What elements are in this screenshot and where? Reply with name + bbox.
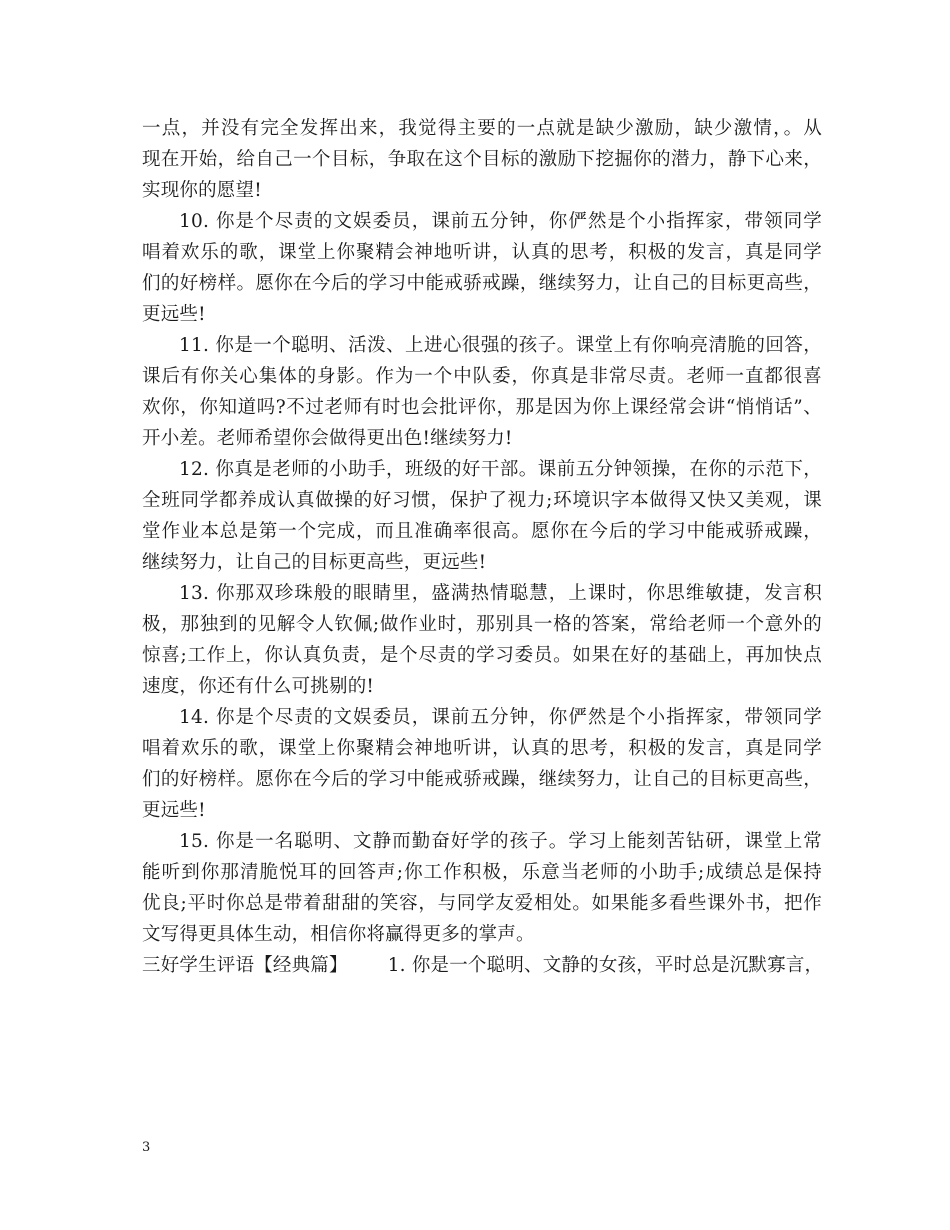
paragraph-start-12: 12. 你真是老师的小助手，班级的好干部。课前五分钟领操，在你的示范下， bbox=[179, 459, 822, 480]
section-heading-line bbox=[142, 950, 822, 981]
text-line: 实现你的愿望! bbox=[142, 180, 262, 201]
text-line: 文写得更具体生动，相信你将赢得更多的掌声。 bbox=[142, 924, 535, 945]
text-line: 堂作业本总是第一个完成，而且准确率很高。愿你在今后的学习中能戒骄戒躁， bbox=[142, 521, 822, 542]
text-line: 现在开始，给自己一个目标，争取在这个目标的激励下挖掘你的潜力，静下心来， bbox=[142, 149, 822, 170]
text-line: 唱着欢乐的歌，课堂上你聚精会神地听讲，认真的思考，积极的发言，真是同学 bbox=[142, 242, 822, 263]
text-line: 欢你，你知道吗?不过老师有时也会批评你，那是因为你上课经常会讲“悄悄话”、 bbox=[142, 397, 822, 418]
text-line: 优良;平时你总是带着甜甜的笑容，与同学友爱相处。如果能多看些课外书，把作 bbox=[142, 893, 822, 914]
text-line: 唱着欢乐的歌，课堂上你聚精会神地听讲，认真的思考，积极的发言，真是同学 bbox=[142, 738, 822, 759]
text-line: 们的好榜样。愿你在今后的学习中能戒骄戒躁，继续努力，让自己的目标更高些， bbox=[142, 273, 822, 294]
text-line: 能听到你那清脆悦耳的回答声;你工作积极，乐意当老师的小助手;成绩总是保持 bbox=[142, 862, 822, 883]
paragraph-start-15: 15. 你是一名聪明、文静而勤奋好学的孩子。学习上能刻苦钻研，课堂上常 bbox=[179, 831, 822, 852]
text-line: 继续努力，让自己的目标更高些，更远些! bbox=[142, 552, 487, 573]
text-line: 全班同学都养成认真做操的好习惯，保护了视力;环境识字本做得又快又美观，课 bbox=[142, 490, 822, 511]
text-line: 极，那独到的见解令人钦佩;做作业时，那别具一格的答案，常给老师一个意外的 bbox=[142, 614, 822, 635]
paragraph-start-13: 13. 你那双珍珠般的眼睛里，盛满热情聪慧，上课时，你思维敏捷，发言积 bbox=[179, 583, 822, 604]
section-heading: 三好学生评语【经典篇】 bbox=[142, 955, 348, 976]
text-line: 一点，并没有完全发挥出来，我觉得主要的一点就是缺少激励，缺少激情，。从 bbox=[142, 118, 822, 139]
text-line: 开小差。老师希望你会做得更出色!继续努力! bbox=[142, 428, 513, 449]
paragraph-start-11: 11. 你是一个聪明、活泼、上进心很强的孩子。课堂上有你响亮清脆的回答， bbox=[179, 335, 822, 356]
page-number: 3 bbox=[142, 1140, 151, 1155]
text-line: 更远些! bbox=[142, 800, 206, 821]
text-line: 课后有你关心集体的身影。作为一个中队委，你真是非常尽责。老师一直都很喜 bbox=[142, 366, 822, 387]
text-line: 更远些! bbox=[142, 304, 206, 325]
document-body bbox=[142, 113, 822, 981]
heading-continuation-text: 1. 你是一个聪明、文静的女孩，平时总是沉默寡言， bbox=[387, 955, 824, 976]
paragraph-start-10: 10. 你是个尽责的文娱委员，课前五分钟，你俨然是个小指挥家，带领同学 bbox=[179, 211, 822, 232]
paragraph-start-14: 14. 你是个尽责的文娱委员，课前五分钟，你俨然是个小指挥家，带领同学 bbox=[179, 707, 822, 728]
text-line: 惊喜;工作上，你认真负责，是个尽责的学习委员。如果在好的基础上，再加快点 bbox=[142, 645, 822, 666]
text-line: 们的好榜样。愿你在今后的学习中能戒骄戒躁，继续努力，让自己的目标更高些， bbox=[142, 769, 822, 790]
text-line: 速度，你还有什么可挑剔的! bbox=[142, 676, 375, 697]
